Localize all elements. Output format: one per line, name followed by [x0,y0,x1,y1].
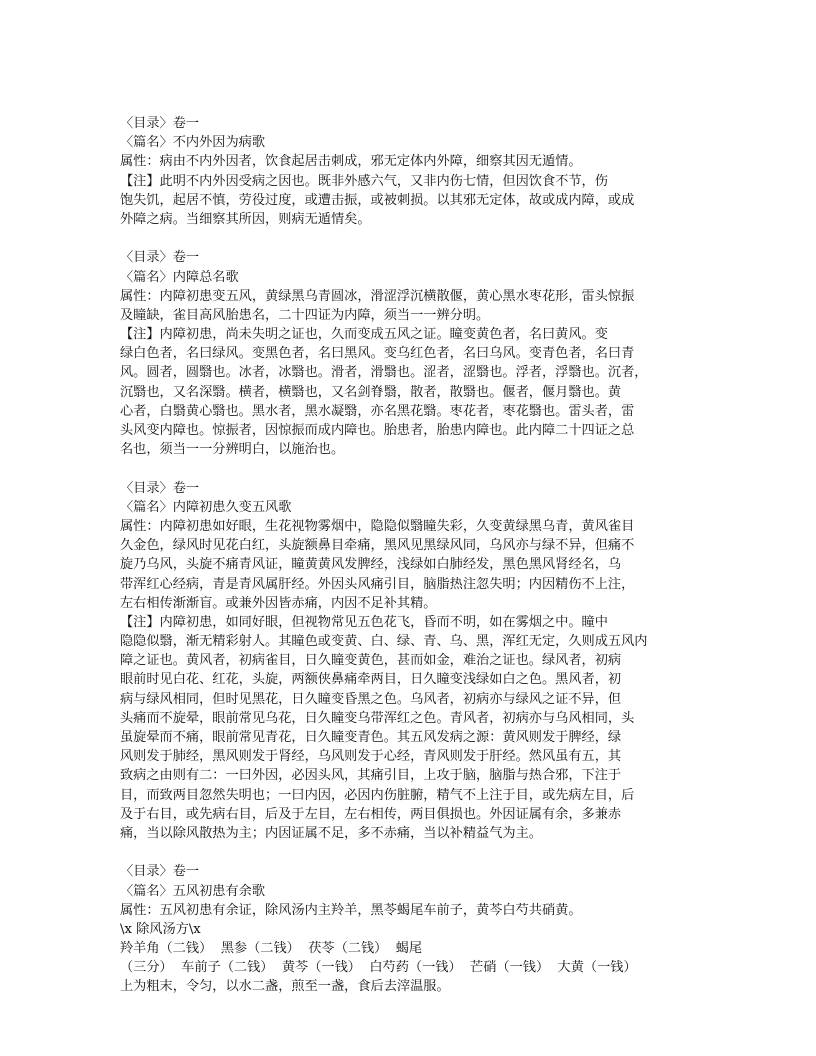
text-line: 名也，须当一一分辨明白，以施治也。 [120,442,345,458]
text-line: 痛，当以除风散热为主；内因证属不足，多不赤痛，当以补精益气为主。 [120,825,542,841]
section-title: 〈篇名〉内障初患久变五风歌 [120,499,292,515]
section-title: 〈篇名〉内障总名歌 [120,269,239,285]
ingredient-line: （三分） 车前子（二钱） 黄芩（一钱） 白芍药（一钱） 芒硝（一钱） 大黄（一钱） [120,960,637,976]
text-line: 左右相传渐渐盲。或兼外因皆赤痛，内因不足补其精。 [120,595,437,611]
section-title: 〈篇名〉五风初患有余歌 [120,883,266,899]
text-line: 【注】内障初患，如同好眼，但视物常见五色花飞，昏而不明，如在雾烟之中。瞳中 [120,614,608,630]
text-line: 隐隐似翳，渐无精彩射人。其瞳色或变黄、白、绿、青、乌、黑，浑红无定，久则成五风内 [120,634,648,650]
text-line: 属性：内障初患变五风，黄绿黑乌青圆冰，滑涩浮沉横散偃，黄心黑水枣花形，雷头惊振 [120,288,635,304]
document-page [120,114,710,1016]
text-line: 属性：内障初患如好眼，生花视物雾烟中，隐隐似翳瞳失彩，久变黄绿黑乌青，黄风雀目 [120,518,635,534]
text-line: 致病之由则有二：一曰外因，必因头风，其痛引目，上攻于脑，脑脂与热合邪，下注于 [120,768,622,784]
text-line: 头风变内障也。惊振者，因惊振而成内障也。胎患者，胎患内障也。此内障二十四证之总 [120,423,635,438]
text-line: 目，而致两目忽然失明也；一曰内因，必因内伤脏腑，精气不上注于目，或先病左目，后 [120,787,635,803]
text-line: 带浑红心经病，青是青风属肝经。外因头风痛引目，脑脂热注忽失明；内因精伤不上注， [120,576,635,592]
text-line: 及于右目，或先病右目，后及于左目，左右相传，两目俱损也。外因证属有余，多兼赤 [120,806,622,822]
section-title: 〈篇名〉不内外因为病歌 [120,135,266,151]
text-line: 绿白色者，名曰绿风。变黑色者，名曰黑风。变乌红色者，名曰乌风。变青色者，名曰青 [120,346,635,362]
text-line: 风。圆者，圆翳也。冰者，冰翳也。滑者，滑翳也。涩者，涩翳也。浮者，浮翳也。沉者， [120,365,648,381]
text-line: 虽旋晕而不痛，眼前常见青花，日久瞳变青色。其五风发病之源：黄风则发于脾经，绿 [120,730,622,745]
text-line: 久金色，绿风时见花白红，头旋额鼻目牵痛，黑风见黑绿风同，乌风亦与绿不异，但痛不 [120,538,635,554]
preparation-line: 上为粗末，令匀，以水二盏，煎至一盏，食后去滓温服。 [120,979,450,995]
catalog-label: 〈目录〉卷一 [120,864,200,880]
text-line: 【注】内障初患，尚未失明之证也，久而变成五风之证。瞳变黄色者，名曰黄风。变 [120,327,608,343]
text-line: 外障之病。当细察其所因，则病无遁情矣。 [120,211,371,227]
section-bu-nei-wai-yin [120,114,710,229]
text-line: 心者，白翳黄心翳也。黑水者，黑水凝翳，亦名黑花翳。枣花者，枣花翳也。雷头者，雷 [120,403,635,419]
text-line: 眼前时见白花、红花，头旋，两额侠鼻痛牵两目，日久瞳变浅绿如白之色。黑风者，初 [120,672,622,688]
text-line: 病与绿风相同，但时见黑花，日久瞳变昏黑之色。乌风者，初病亦与绿风之证不异，但 [120,691,622,707]
text-line: 障之证也。黄风者，初病雀目，日久瞳变黄色，甚而如金，难治之证也。绿风者，初病 [120,653,622,669]
catalog-label: 〈目录〉卷一 [120,480,200,496]
ingredient-line: 羚羊角（二钱） 黑参（二钱） 茯苓（二钱） 蝎尾 [120,941,423,957]
text-line: 沉翳也，又名深翳。横者，横翳也，又名剑脊翳，散者，散翳也。偃者，偃月翳也。黄 [120,384,622,400]
catalog-label: 〈目录〉卷一 [120,250,200,266]
section-wu-feng-you-yu [120,862,710,996]
section-wu-feng-jiu-bian [120,479,710,844]
text-line: 旋乃乌风，头旋不痛青风证，瞳黄黄风发脾经，浅绿如白肺经发，黑色黑风肾经名，乌 [120,557,622,573]
text-line: 及瞳缺，雀目高风胎患名，二十四证为内障，须当一一辨分明。 [120,307,490,323]
recipe-heading: \x 除风汤方\x [120,921,201,937]
text-line: 【注】此明不内外因受病之因也。既非外感六气，又非内伤七情，但因饮食不节，伤 [120,173,608,189]
text-line: 饱失饥，起居不慎，劳役过度，或遭击振，或被刺损。以其邪无定体，故或成内障，或成 [120,192,635,208]
catalog-label: 〈目录〉卷一 [120,116,200,131]
text-line: 风则发于肺经，黑风则发于肾经，乌风则发于心经，青风则发于肝经。然风虽有五，其 [120,749,622,765]
text-line: 属性：病由不内外因者，饮食起居击刺成，邪无定体内外障，细察其因无遁情。 [120,154,582,170]
text-line: 头痛而不旋晕，眼前常见乌花，日久瞳变乌带浑红之色。青风者，初病亦与乌风相同，头 [120,710,635,726]
section-nei-zhang-zong-ming [120,248,710,459]
text-line: 属性：五风初患有余证，除风汤内主羚羊，黑苓蝎尾车前子，黄芩白芍共硝黄。 [120,902,582,918]
